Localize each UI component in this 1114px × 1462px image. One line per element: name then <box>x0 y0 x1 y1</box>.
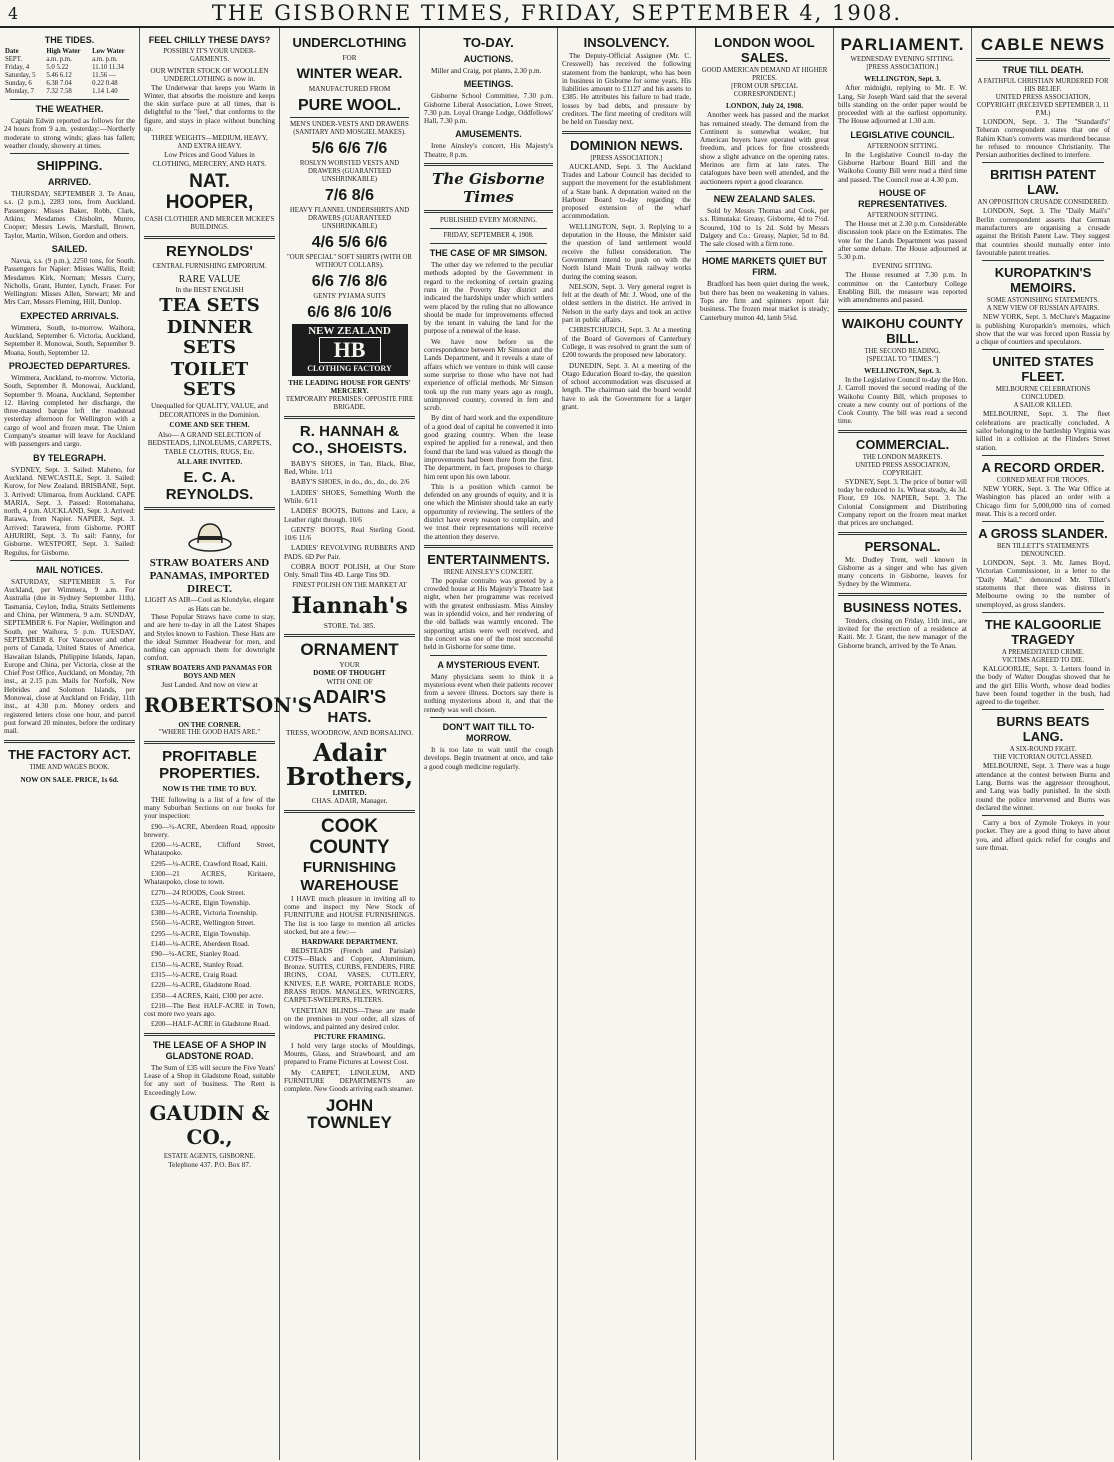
reps-heading: HOUSE OF REPRESENTATIVES. <box>858 187 947 209</box>
picture-text: I hold very large stocks of Mouldings, Mounts, Glass, and Strawboard, and am prepared to Frame Pictures at Lowest Cost. <box>284 1041 415 1067</box>
paper-title: The Gisborne Times <box>432 170 545 207</box>
property-item: £150—¼-ACRE, Stanley Road. <box>151 960 244 969</box>
kuropatkin-sub: SOME ASTONISHING STATEMENTS. <box>986 297 1100 305</box>
chas-adair: CHAS. ADAIR, Manager. <box>311 797 388 806</box>
kuropatkin-heading: KUROPATKIN'S MEMOIRS. <box>994 265 1092 296</box>
tides-table <box>4 48 135 96</box>
price-row-1: 5/6 6/6 7/6 <box>311 139 388 157</box>
today-heading: TO-DAY. <box>463 35 514 50</box>
property-item: £380—½-ACRE, Victoria Township. <box>151 909 258 918</box>
slander-heading: A GROSS SLANDER. <box>978 526 1108 542</box>
commercial-text: SYDNEY, Sept. 3. The price of butter will today be reduced to 1s. Wheat steady, 4s 3d. Flour, £9 10s. NAPIER, Sept. 3. The Colonial Consignment and Distributing Company report on the frozen meat market that prices are unchanged. <box>838 477 967 528</box>
tides-heading: THE TIDES. <box>44 35 95 45</box>
shipping-heading: SHIPPING. <box>36 158 103 174</box>
tides-row <box>4 72 135 80</box>
true-till-death-heading: TRUE TILL DEATH. <box>1002 65 1084 75</box>
shoe-item: GENTS' BOOTS, Real Sterling Good. 10/6 11/6 <box>284 525 415 543</box>
property-item: £220—¼-ACRE, Gladstone Road. <box>151 981 252 990</box>
just-landed: Just Landed. And now on view at <box>161 680 258 689</box>
straw-boaters-line: STRAW BOATERS AND PANAMAS, IMPORTED DIRECT. <box>149 557 270 596</box>
record-order-heading: A RECORD ORDER. <box>981 459 1105 475</box>
business-text: Tenders, closing on Friday, 11th inst., are invited for the erection of a residence at Kaiti. Mr. J. Grant, the new manager of the Gisborne branch, arrived by the Te Anau. <box>838 616 967 650</box>
home-markets-heading: HOME MARKETS QUIET BUT FIRM. <box>702 256 827 278</box>
burns-sub: A SIX-ROUND FIGHT. <box>1009 746 1077 754</box>
logo-bottom-text: CLOTHING FACTORY <box>307 363 392 373</box>
tides-cell: Date <box>5 48 19 55</box>
furnishing-word: FURNISHING <box>302 858 397 876</box>
dominion-body <box>562 163 691 412</box>
auctions-heading: AUCTIONS. <box>463 54 514 64</box>
sailed-text: Navua, s.s. (9 p.m.), 2250 tons, for South. Passengers for Napier: Misses Wallis, Reid; Mesdames Kirk, Norman; Messrs Curry, Nicholls, Grant, Hunter, Lynch, Fraser. For Wellington: Misses Allen, Stewart; Mr and Mrs Carr, Messrs Fleming, Hill, Dunlop. <box>4 256 135 307</box>
property-item: £90—¼-ACRE, Stanley Road. <box>151 950 240 959</box>
special-shirts: "OUR SPECIAL" SOFT SHIRTS (WITH OR WITHOUT COLLARS). <box>287 253 412 269</box>
reps-sub: AFTERNOON SITTING. <box>867 211 938 219</box>
property-item: £210—The Best HALF-ACRE in Town, cost more two years ago. <box>144 1001 275 1019</box>
weights-line: THREE WEIGHTS—MEDIUM, HEAVY, AND EXTRA HEAVY. <box>151 135 268 151</box>
nz-sales-text: Sold by Messrs Thomas and Cook, per s.s. Rimutaka: Greasy, Gisborne, 4d to 7½d. Scoured, 10d to 1s 2d. Sold by Messrs Dalgety and Co.: Greasy, Napier, 5d to 8d. The sale closed with a firm tone. <box>700 206 829 249</box>
kalgoorlie-sub-2: VICTIMS AGREED TO DIE. <box>1001 656 1085 664</box>
entertainments-heading: ENTERTAINMENTS. <box>427 551 550 567</box>
meetings-text: Gisborne School Committee, 7.30 p.m. Gisborne Liberal Association, Lowe Street, 7.30 p.m. Loyal Orange Lodge, Oddfellows' Hall, 7.30 p.m. <box>424 92 553 126</box>
personal-text: Mr. Dudley Trent, well known in Gisborne as a singer and who has given many concerts in Gisborne, leaves for Sydney by the Wimmera. <box>838 555 967 589</box>
column-8 <box>972 28 1114 1460</box>
parliament-pa: [PRESS ASSOCIATION.] <box>866 64 939 71</box>
straw-hat-icon <box>187 514 233 554</box>
wool-heading: LONDON WOOL SALES. <box>714 35 815 65</box>
mens-vests: MEN'S UNDER-VESTS AND DRAWERS (SANITARY AND MOSGIEL MAKES). <box>290 120 409 136</box>
shoe-item: BABY'S SHOES, in Tan, Black, Blue, Red, White. 1/11 <box>284 459 415 477</box>
mail-text: SATURDAY, SEPTEMBER 5. For Auckland, per Wimmera, 9 a.m. For Australia (due in Sydney September 11th), Tasmania, Ceylon, India, Straits Settlements and China, per Wimmera, 9 a.m. SUNDAY, SEPTEMBER 6. For Napier, Wellington and South, per Waihora, 5 p.m. TUESDAY, SEPTEMBER 8. For Vancouver and other ports of Canada, United States of America, Hawaiian Islands, Philippine Islands, Japan, Europe and China, per Victoria, close at the Chief Post Office, Auckland, on Monday, 7th inst., at 2.15 p.m. Mails for Norfolk, New Hebrides and Solomon Islands, per Monowai, close at Auckland on Friday, 11th inst., at 4.30 p.m. Money orders and registered letters close one hour, and parcel post forward 20 minutes, before the ordinary mail. <box>4 577 135 736</box>
meetings-heading: MEETINGS. <box>463 79 514 90</box>
tides-cell: Monday, 7 <box>5 88 35 95</box>
hannah-name: R. HANNAH & CO., SHOEISTS. <box>291 422 408 457</box>
price-row-2: 7/6 8/6 <box>325 186 374 204</box>
tides-row <box>4 56 135 64</box>
also-line: Also— A GRAND SELECTION of BEDSTEADS, LINOLEUMS, CARPETS, TABLE CLOTHS, RUGS, Etc. <box>147 431 272 456</box>
price-row-4: 6/6 7/6 8/6 <box>311 272 388 290</box>
tides-cell: 1.14 1.40 <box>92 88 118 95</box>
leg-council-text: In the Legislative Council to-day the Gisborne Harbour Board Bill and the Waikohu County Bill were read a third time and passed. The Council rose at 4.30 p.m. <box>838 150 967 184</box>
shoe-item: COBRA BOOT POLISH, at Our Store Only. Small Tins 4D. Large Tins 9D. <box>284 563 415 580</box>
waikohu-dateline: WELLINGTON, Sept. 3. <box>864 366 941 375</box>
tides-cell: Friday, 4 <box>5 64 30 71</box>
tides-cell: 6.38 7.04 <box>46 80 72 87</box>
dome-of-thought: DOME OF THOUGHT <box>313 669 386 678</box>
property-item: £90—½-ACRE, Aberdeen Road, opposite brewery. <box>144 822 275 839</box>
tea-sets: TEA SETS <box>159 295 260 317</box>
evening-heading: EVENING SITTING. <box>872 263 933 271</box>
nz-sales-heading: NEW ZEALAND SALES. <box>713 193 816 204</box>
parliament-heading: PARLIAMENT. <box>840 35 965 54</box>
venetian-text: VENETIAN BLINDS—These are made on the premises to your order, all sizes of windows, and painted any desired color. <box>284 1006 415 1032</box>
tides-cell: 5.46 6.12 <box>46 72 72 79</box>
rare-value: RARE VALUE <box>178 273 241 285</box>
woollen-line: OUR WINTER STOCK OF WOOLLEN UNDERCLOTHING is now in. <box>150 67 269 84</box>
lease-text: The Sum of £35 will secure the Five Years' Lease of a Shop in Gladstone Road, suitable for any sort of business. The Rent is Exceedingly Low. <box>144 1063 275 1097</box>
profitable-properties: PROFITABLE PROPERTIES. <box>159 748 260 783</box>
mysterious-text: Many physicians seem to think it a mysterious event when their patients recover from a severe illness. Doctors say there is nothing mysterious about it, and that the remedy was well chosen. <box>424 672 553 714</box>
evening-text: The House resumed at 7.30 p.m. In committee on the Canterbury College Enabling Bill, the measure was reported with amendments and passed. <box>838 271 967 305</box>
hooper-name: NAT. HOOPER, <box>165 170 254 213</box>
insolvency-heading: INSOLVENCY. <box>583 35 670 50</box>
tides-cell: Saturday, 5 <box>5 72 36 79</box>
wool-text: Another week has passed and the market has remained steady. The demand from the Continent is somewhat weaker, but American buyers have operated with great freedom, and prices for fine crossbreds show a slight advance on the opening rates. Merinos are firm at late rates. The catalogues have been well attended, and the auctioneers report a good clearance. <box>700 111 829 186</box>
factory-act-sub: TIME AND WAGES BOOK. <box>29 763 110 771</box>
amusements-text: Irene Ainsley's concert, His Majesty's Theatre, 8 p.m. <box>424 142 553 159</box>
kuropatkin-sub-2: A NEW VIEW OF RUSSIAN AFFAIRS. <box>986 305 1100 313</box>
boaters-heading: STRAW BOATERS AND PANAMAS FOR BOYS AND MEN <box>146 664 272 680</box>
patent-text: LONDON, Sept. 3. The "Daily Mail's" Berlin correspondent asserts that German manufacturers are organising a crusade against the British Patent Law. They suggest that countries should mutually enter into favourable patent treaties. <box>976 207 1110 257</box>
arrived-heading: ARRIVED. <box>47 177 91 188</box>
fleet-sub-2: A SAILOR KILLED. <box>1013 402 1073 410</box>
underclothing-heading: UNDERCLOTHING <box>292 35 407 50</box>
properties-intro: THE following is a list of a few of the many Suburban Sections on our books for your inspection: <box>144 795 275 821</box>
editorial-paragraph: This is a position which cannot be defended on any grounds of equity, and it is one which the Minister should take an early opportunity of reviewing. The settlers of the district have every reason to complain, and we trust their representations will receive the attention they deserve. <box>424 482 553 541</box>
hat-brands: TRESS, WOODROW, AND BORSALINO. <box>286 728 413 737</box>
tides-cell: a.m. p.m. <box>92 56 118 63</box>
tides-cell: Sunday, 6 <box>5 80 32 87</box>
sailed-heading: SAILED. <box>51 243 88 254</box>
time-to-buy: NOW IS THE TIME TO BUY. <box>162 785 257 794</box>
kuropatkin-text: NEW YORK, Sept. 3. McClure's Magazine is publishing Kuropatkin's memoirs, which show that the war was forced upon Russia by a clique of courtiers and speculators. <box>976 313 1110 347</box>
published-line: PUBLISHED EVERY MORNING. <box>440 217 537 225</box>
tides-row <box>4 88 135 96</box>
mail-heading: MAIL NOTICES. <box>36 564 103 575</box>
with-one-of: WITH ONE OF <box>326 677 373 686</box>
toilet-sets: TOILET SETS <box>170 359 249 401</box>
property-item: £140—¼-ACRE, Aberdeen Road. <box>151 940 250 949</box>
hardware-text: BEDSTEADS (French and Parisian) COTS—Black and Copper, Aluminium, Bronze. SUITES, CURBS, FENDERS, FIRE IRONS, COAL VASES, CUTLERY, KNIVES, E.P. WARE, PORTABLE RODS, BRASS RODS. MANGLES, WRINGERS, CARPET-SWEEPERS, FILTERS. <box>284 946 415 1005</box>
kalgoorlie-text: KALGOORLIE, Sept. 3. Letters found in the body of Walter Douglas showed that he and the girl Ellis Worth, whose dead bodies have been found together in the bush, had agreed to die together. <box>976 664 1110 707</box>
weather-heading: THE WEATHER. <box>35 104 104 114</box>
editorial-paragraph: By dint of hard work and the expenditure of a good deal of capital he converted it into good grazing country. When the lease expired he applied for a renewal, and then found that the land was valued as though the improvements had been there from the first. The department, in fact, proposes to charge him rent upon his own labour. <box>424 414 553 481</box>
dominion-sub: [PRESS ASSOCIATION.] <box>590 154 663 162</box>
fleet-sub: MELBOURNE CELEBRATIONS CONCLUDED. <box>995 386 1091 402</box>
kalgoorlie-sub: A PREMEDITATED CRIME. <box>1002 648 1084 656</box>
hb-factory-logo <box>292 324 408 377</box>
tides-cell: Low Water <box>92 48 125 55</box>
unequalled-line: Unequalled for QUALITY, VALUE, and DECORATIONS in the Dominion. <box>151 402 268 419</box>
property-item: £295—¼-ACRE, Elgin Township. <box>151 929 251 938</box>
factory-act-note: NOW ON SALE. PRICE, 1s 6d. <box>20 775 119 784</box>
prices-line: Low Prices and Good Values in CLOTHING, MERCERY, AND HATS. <box>152 151 267 168</box>
flannel-shirts: HEAVY FLANNEL UNDERSHIRTS AND DRAWERS (GUARANTEED UNSHRINKABLE) <box>289 206 410 230</box>
issue-date: FRIDAY, SEPTEMBER 4, 1908. <box>443 232 534 240</box>
limited-word: LIMITED. <box>332 789 367 798</box>
insolvency-text: The Deputy-Official Assignee (Mr. C. Cresswell) has received the following statement from the bankrupt, who has been in business in Gisborne for some years. His liabilities amount to £1127 and his assets to £385. He attributes his failure to bad trade, losses by bad debts, and pressure by creditors. The first meeting of creditors will be held on Tuesday next. <box>562 52 691 127</box>
light-text: These Popular Straws have come to stay, and are here to-day in all the Latest Shapes and Styles known to Fashion. These Hats are the ideal Summer Headwear for men, and nothing can approach them for downright comfort. <box>144 612 275 663</box>
arrived-text: THURSDAY, SEPTEMBER 3. Te Anau, s.s. (2 p.m.), 2283 tons, from Auckland. Passengers: Misses Baker, Robb, Clark, Atkins; Mesdames Chisholm, Munro, Cooper; Messrs Lewis, Marshall, Brown, Taylor, Martin, Wilson, Gordon and others. <box>4 190 135 240</box>
projected-text: Wimmera, Auckland, to-morrow. Victoria, South, September 8. Monowai, Auckland, September 9. Moana, Auckland, September 12. Having completed her discharge, the three-masted barque left the roadstead yesterday afternoon for Wellington with a cargo of wool and frozen meat. The Union Company's steamer will leave for Auckland with passengers and cargo. <box>4 373 135 449</box>
tides-cell: 5.0 5.22 <box>46 64 69 71</box>
expected-heading: EXPECTED ARRIVALS. <box>20 310 119 321</box>
true-till-death-sub: A FAITHFUL CHRISTIAN MURDERED FOR HIS BELIEF. <box>977 78 1109 93</box>
warehouse-word: WAREHOUSE <box>300 876 399 894</box>
tides-cell: 11.56 — <box>92 72 116 79</box>
manufactured-from: MANUFACTURED FROM <box>308 85 391 94</box>
come-see-line: COME AND SEE THEM. <box>169 420 250 429</box>
true-till-death-pa: UNITED PRESS ASSOCIATION, COPYRIGHT (RECEIVED SEPTEMBER 3, 11 P.M.) <box>976 94 1110 117</box>
hats-word: HATS. <box>327 708 372 726</box>
home-markets-text: Bradford has been quiet during the week, but there has been no weakening in values. Tops are firm and spinners report fair business. The frozen meat market is steady; Canterbury mutton 4d, lamb 5¾d. <box>700 280 829 322</box>
carpet-text: My CARPET, LINOLEUM, AND FURNITURE DEPARTMENTS are complete. New Goods arriving each steamer. <box>284 1068 415 1094</box>
on-the-corner: ON THE CORNER. <box>178 721 241 730</box>
ornament-word: ORNAMENT <box>300 639 399 659</box>
property-item: £295—¼-ACRE, Crawford Road, Kaiti. <box>151 859 268 868</box>
wool-dateline: LONDON, July 24, 1908. <box>725 102 804 110</box>
personal-heading: PERSONAL. <box>864 538 941 554</box>
shoes-list <box>284 460 415 580</box>
shoe-item: BABY'S SHOES, in do., do., do., do. 2/6 <box>291 478 410 487</box>
waikohu-text: In the Legislative Council to-day the Hon. J. Carroll moved the second reading of the Waikohu County Bill, which proposes to create a new county out of portions of the Cook County. The bill was read a second time. <box>838 375 967 426</box>
newspaper-title: THE GISBORNE TIMES, FRIDAY, SEPTEMBER 4, 1908. <box>211 1 903 25</box>
property-item: £270—24 ROODS, Cook Street. <box>151 888 246 897</box>
column-3 <box>280 28 420 1460</box>
shoe-item: LADIES' SHOES, Something Worth the While. 6/11 <box>284 488 415 505</box>
gaudin-sub: ESTATE AGENTS, GISBORNE. <box>163 1152 256 1160</box>
wool-sub: GOOD AMERICAN DEMAND AT HIGHER PRICES. <box>701 67 828 82</box>
price-row-3: 4/6 5/6 6/6 <box>311 233 388 251</box>
shoe-item: LADIES' BOOTS, Buttons and Lace, a Leather right through. 10/6 <box>284 507 415 524</box>
tides-row <box>4 80 135 88</box>
telegraph-heading: BY TELEGRAPH. <box>33 452 106 463</box>
robertson-name: ROBERTSON'S <box>144 693 313 718</box>
property-item: £325—½-ACRE, Elgin Township. <box>151 898 251 907</box>
commercial-pa: UNITED PRESS ASSOCIATION, COPYRIGHT. <box>855 461 950 477</box>
gaudin-telephone: Telephone 437. P.O. Box 87. <box>168 1160 251 1169</box>
logo-top-text: NEW ZEALAND <box>308 324 391 337</box>
burns-heading: BURNS BEATS LANG. <box>996 714 1090 745</box>
editorial-body <box>424 261 553 541</box>
dominion-paragraph: DUNEDIN, Sept. 3. At a meeting of the Otago Education Board to-day, the question of school accommodation was discussed at length. The chairman said the board would have to ask the Government for a larger grant. <box>562 361 691 411</box>
weather-text: Captain Edwin reported as follows for the 24 hours from 9 a.m. yesterday:—Northerly moderate to strong winds; glass has fallen; weather cloudy, showery at times. <box>4 117 135 150</box>
cable-news-heading: CABLE NEWS <box>980 35 1106 54</box>
lease-heading: THE LEASE OF A SHOP IN GLADSTONE ROAD. <box>152 1039 267 1061</box>
projected-heading: PROJECTED DEPARTURES. <box>8 360 131 371</box>
business-heading: BUSINESS NOTES. <box>843 599 962 615</box>
reynolds-sub: CENTRAL FURNISHING EMPORIUM. <box>152 262 267 270</box>
column-6 <box>696 28 834 1460</box>
hardware-heading: HARDWARE DEPARTMENT. <box>301 938 398 947</box>
tides-row <box>4 64 135 72</box>
ainsley-text: The popular contralto was greeted by a crowded house at His Majesty's Theatre last night, when her programme was received with the greatest enthusiasm. Miss Ainsley was in splendid voice, and her rendering of the old ballads was warmly encored. The supporting artists were well received, and the concert was one of the most successful held in Gisborne for some time. <box>424 576 553 652</box>
your-word: YOUR <box>339 660 360 669</box>
amusements-heading: AMUSEMENTS. <box>455 129 522 140</box>
column-5 <box>558 28 696 1460</box>
dominion-paragraph: CHRISTCHURCH, Sept. 3. At a meeting of the Board of Governors of Canterbury College, it was resolved to grant the sum of £200 towards the proposed new laboratory. <box>562 326 691 360</box>
adair-brand: Adair <box>313 738 386 768</box>
leg-council-sub: AFTERNOON SITTING. <box>867 142 938 150</box>
chilly-sub: POSSIBLY IT'S YOUR UNDER-GARMENTS. <box>163 48 256 63</box>
kalgoorlie-heading: THE KALGOORLIE TRAGEDY <box>984 616 1102 647</box>
finest-polish: FINEST POLISH ON THE MARKET AT <box>292 581 407 589</box>
winter-wear: WINTER WEAR. <box>296 65 403 82</box>
dont-wait-text: It is too late to wait until the cough develops. Begin treatment at once, and take a good cough medicine regularly. <box>424 746 553 771</box>
page-number: 4 <box>8 4 21 23</box>
trokeys-text: Carry a box of Zymole Trokeys in your pocket. They are a good thing to have about you, and afford quick relief for coughs and sore throat. <box>976 819 1110 853</box>
waikohu-special: [SPECIAL TO "TIMES."] <box>866 355 939 363</box>
temporary-premises: TEMPORARY PREMISES: OPPOSITE FIRE BRIGADE. <box>285 395 414 411</box>
leg-council-heading: LEGISLATIVE COUNCIL. <box>850 129 955 140</box>
tides-row <box>4 48 135 56</box>
gaudin-name: GAUDIN & CO., <box>149 1100 270 1149</box>
property-item: £200—HALF-ACRE in Gladstone Road. <box>151 1020 270 1029</box>
townley-name: JOHN TOWNLEY <box>307 1095 392 1132</box>
editorial-paragraph: We have now before us the correspondence between Mr Simson and the Lands Department, and it reveals a state of affairs which we venture to think will cause some surprise to those who have not had experience of official methods. Mr Simson took up the run many years ago as rough, unimproved country, covered in fern and scrub. <box>424 337 553 413</box>
column-4 <box>420 28 558 1460</box>
fleet-text: MELBOURNE, Sept. 3. The fleet celebrations are practically concluded. A sailor belonging to the battleship Virginia was killed in a collision at the Flinders Street station. <box>976 410 1110 452</box>
logo-hb-text: HB <box>319 337 381 363</box>
commercial-sub: THE LONDON MARKETS. <box>862 453 943 461</box>
shoe-item: LADIES' REVOLVING RUBBERS AND PADS. 6D Per Pair. <box>284 544 415 561</box>
brothers-brand: Brothers, <box>285 762 414 792</box>
chilly-heading: FEEL CHILLY THESE DAYS? <box>148 35 271 45</box>
for-word: FOR <box>342 54 357 62</box>
editorial-heading: THE CASE OF MR SIMSON. <box>429 248 548 259</box>
picture-heading: PICTURE FRAMING. <box>313 1033 386 1042</box>
leading-house: THE LEADING HOUSE FOR GENTS' MERCERY. <box>288 379 411 396</box>
expected-text: Wimmera, South, to-morrow. Waihora, Auckland, September 6. Victoria, Auckland, September 8. Monowai, South, September 9. Moana, South, September 12. <box>4 323 135 357</box>
price-row-5: 6/6 8/6 10/6 <box>307 303 392 321</box>
pure-wool: PURE WOOL. <box>297 96 402 114</box>
properties-list <box>144 823 275 1029</box>
reps-text: The House met at 2.30 p.m. Considerable discussion took place on the Estimates. The vote for the Lands Department was passed after some debate. The House adjourned at 5.30 p.m. <box>838 219 967 262</box>
tides-cell: 11.10 11.34 <box>92 64 124 71</box>
factory-act-heading: THE FACTORY ACT. <box>8 746 131 762</box>
auctions-text: Miller and Craig, pot plants, 2.30 p.m. <box>431 67 542 75</box>
dont-wait-heading: DON'T WAIT TILL TO-MORROW. <box>442 722 535 744</box>
ainsley-heading: IRENE AINSLEY'S CONCERT. <box>443 568 534 576</box>
commercial-heading: COMMERCIAL. <box>855 436 950 452</box>
record-order-sub: CORNED MEAT FOR TROOPS. <box>996 476 1090 484</box>
property-item: £200—½-ACRE, Clifford Street, Whataupoko. <box>144 841 275 858</box>
waikohu-sub: THE SECOND READING. <box>864 347 941 355</box>
woollen-text: The Underwear that keeps you Warm in Winter, that absorbs the moisture and keeps the skin surface pure at all times, that is delightful to the "feel," that conforms to the figure, and stays in place without bunching up. <box>144 83 275 134</box>
patent-sub: AN OPPOSITION CRUSADE CONSIDERED. <box>977 199 1109 207</box>
columns <box>0 28 1114 1460</box>
tides-cell: a.m. p.m. <box>46 56 72 63</box>
column-1 <box>0 28 140 1460</box>
property-item: £560—½-ACRE, Wellington Street. <box>151 919 256 928</box>
dinner-sets: DINNER SETS <box>166 317 253 359</box>
parliament-dateline: WELLINGTON, Sept. 3. <box>864 75 941 83</box>
pyjama-suits: GENTS' PYJAMA SUITS <box>313 292 386 300</box>
hannahs-store: Hannah's <box>291 592 408 619</box>
light-as-air: LIGHT AS AIR—Cool as Klondyke, elegant as Hats can be. <box>144 596 275 613</box>
waikohu-heading: WAIKOHU COUNTY BILL. <box>841 315 964 346</box>
tides-cell: High Water <box>46 48 81 55</box>
slander-sub: BEN TILLETT'S STATEMENTS DENOUNCED. <box>997 543 1089 559</box>
slander-text: LONDON, Sept. 3. Mr. James Boyd, Victorian Commissioner, in a letter to the "Daily Mail," denounced Mr. Tillett's statements that there was distress in Melbourne owing to the number of unemployed, as gross slanders. <box>976 559 1110 609</box>
dominion-heading: DOMINION NEWS. <box>570 137 683 153</box>
burns-sub-2: THE VICTORIAN OUTCLASSED. <box>993 754 1093 762</box>
property-item: £350—4 ACRES, Kaiti, £300 per acre. <box>151 991 264 1000</box>
column-2 <box>140 28 313 1460</box>
tides-cell: 0.22 0.48 <box>92 80 118 87</box>
burns-text: MELBOURNE, Sept. 3. There was a huge attendance at the contest between Burns and Lang. Burns was the aggressor throughout, and Lang was badly punished. In the sixth round the police intervened and Burns was declared the winner. <box>976 762 1110 812</box>
mysterious-heading: A MYSTERIOUS EVENT. <box>437 659 540 670</box>
best-english: In the BEST ENGLISH <box>175 285 244 294</box>
store-tel: STORE. Tel. 385. <box>323 621 376 630</box>
roslyn-vests: ROSLYN WORSTED VESTS AND DRAWERS (GUARANTEED UNSHRINKABLE) <box>299 159 400 183</box>
column-7 <box>834 28 972 1460</box>
reynolds-signature: E. C. A. REYNOLDS. <box>165 469 254 504</box>
property-item: £300—21 ACRES, Kiritaere, Whataupoko, close to town. <box>144 869 275 887</box>
all-invited: ALL ARE INVITED. <box>176 458 243 467</box>
warehouse-text: I HAVE much pleasure in inviting all to come and inspect my New Stock of FURNITURE and HOUSE FURNISHINGS. The list is too large to mention all articles stocked, but are a few:— <box>284 894 415 936</box>
property-item: £315—½-ACRE, Craig Road. <box>151 970 238 979</box>
tides-cell: 7.32 7.58 <box>46 88 72 95</box>
dominion-paragraph: NELSON, Sept. 3. Very general regret is felt at the death of Mr. J. Wood, one of the oldest settlers in the district. He arrived in Nelson in the early days and took an active part in public affairs. <box>562 282 691 325</box>
hooper-sub: CASH CLOTHIER AND MERCER MCKEE'S BUILDINGS. <box>144 215 275 231</box>
patent-heading: BRITISH PATENT LAW. <box>990 167 1096 198</box>
cook-word: COOK <box>321 815 378 837</box>
parliament-text: After midnight, replying to Mr. F. W. Lang, Sir Joseph Ward said that the several bills standing on the order paper would be proceeded with at the earliest opportunity. The House adjourned at 1.30 a.m. <box>838 84 967 126</box>
county-word: COUNTY <box>309 836 390 858</box>
reynolds-name: REYNOLDS' <box>166 242 253 260</box>
parliament-sub: WEDNESDAY EVENING SITTING. <box>850 56 955 63</box>
editorial-paragraph: The other day we referred to the peculiar methods adopted by the Government in regard to the reckoning of certain grazing runs in the Poverty Bay district and indicated the hardships under which settlers were placed by the ruling that no allowance should be made for improvements effected by the tenant in valuing the land for the purpose of a renewal of the lease. <box>424 261 553 336</box>
dominion-paragraph: WELLINGTON, Sept. 3. Replying to a deputation in the House, the Minister said the question of land settlement would receive the fullest consideration. The Government intend to push on with the North Island Main Trunk railway works during the coming season. <box>562 222 691 281</box>
wool-from: [FROM OUR SPECIAL CORRESPONDENT.] <box>731 83 798 98</box>
fleet-heading: UNITED STATES FLEET. <box>992 354 1094 385</box>
adairs-word: ADAIR'S <box>312 686 387 707</box>
record-order-text: NEW YORK, Sept. 3. The War Office at Washington has placed an order with a Chicago firm for 5,000,000 tins of corned meat. This is a record order. <box>976 484 1110 518</box>
corner-slogan: "WHERE THE GOOD HATS ARE." <box>158 729 261 737</box>
telegraph-text: SYDNEY, Sept. 3. Sailed: Maheno, for Auckland. NEWCASTLE, Sept. 3. Sailed: Kurow, for New Zealand. BRISBANE, Sept. 3. Arrived: Ulimaroa, from Auckland. CAPE MARIA, Sept. 3. Passed: Rotomahana, north, 4 p.m. AUCKLAND, Sept. 3. Arrived: Rarawa, from Napier. NAPIER, Sept. 3. Arrived: Tarawera, from Gisborne. PORT AHURIRI, Sept. 3. To sail: Fanny, for Gisborne. WESTPORT, Sept. 3. Sailed: Regulus, for Gisborne. <box>4 465 135 557</box>
true-till-death-text: LONDON, Sept. 3. The "Standard's" Teheran correspondent states that one of Rahim Khan's converts was murdered because he refused to renounce Christianity. The Persian authorities declined to interfere. <box>976 118 1110 160</box>
dominion-paragraph: AUCKLAND, Sept. 3. The Auckland Trades and Labour Council has decided to support the movement for the establishment of a State bank. A deputation waited on the Harbour Board to-day regarding the proposed extension of the wharf accommodation. <box>562 162 691 221</box>
masthead <box>0 0 1114 28</box>
tides-cell: SEPT. <box>5 56 23 63</box>
